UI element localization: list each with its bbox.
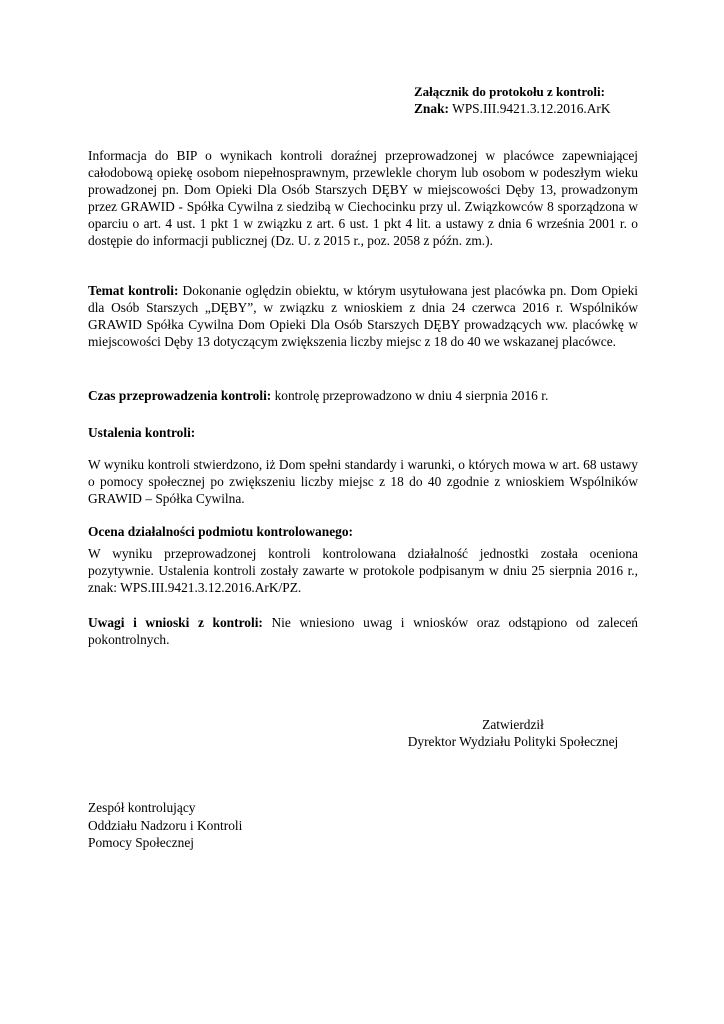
attachment-title: Załącznik do protokołu z kontroli: bbox=[414, 84, 605, 99]
topic-label: Temat kontroli: bbox=[88, 283, 179, 298]
topic-paragraph bbox=[88, 282, 638, 350]
time-paragraph bbox=[88, 387, 638, 404]
remarks-label: Uwagi i wnioski z kontroli: bbox=[88, 615, 263, 630]
findings-heading-text: Ustalenia kontroli: bbox=[88, 425, 196, 440]
team-line-1: Zespół kontrolujący bbox=[88, 800, 196, 815]
approval-line-2: Dyrektor Wydziału Polityki Społecznej bbox=[407, 734, 619, 749]
time-label: Czas przeprowadzenia kontroli: bbox=[88, 388, 272, 403]
reference-sign-label: Znak: bbox=[414, 101, 449, 116]
reference-sign-value: WPS.III.9421.3.12.2016.ArK bbox=[452, 101, 611, 116]
topic-text: Dokonanie oględzin obiektu, w którym usytułowana jest placówka pn. Dom Opieki dla Osób Starszych „DĘBY”, w związku z wnioskiem z dnia 24 czerwca 2016 r. Wspólników GRAWID Spółka Cywilna Dom Opieki Dla Osób Starszych DĘBY prowadzących ww. placówkę w miejscowości Dęby 13 dotyczącym zwiększenia liczby miejsc z 18 do 40 we wskazanej placówce. bbox=[88, 283, 638, 349]
assessment-heading-block bbox=[88, 523, 638, 540]
remarks-paragraph bbox=[88, 614, 638, 648]
findings-text: W wyniku kontroli stwierdzono, iż Dom spełni standardy i warunki, o których mowa w art. 68 ustawy o pomocy społecznej po zwiększeniu liczby miejsc z 18 do 40 zgodnie z wnioskiem Wspólników GRAWID – Spółka Cywilna. bbox=[88, 457, 638, 506]
assessment-section bbox=[88, 545, 638, 596]
assessment-heading bbox=[88, 523, 638, 540]
time-section bbox=[88, 387, 638, 404]
approval-block bbox=[388, 716, 638, 750]
findings-section bbox=[88, 456, 638, 507]
remarks-text: Nie wniesiono uwag i wniosków oraz odstąpiono od zaleceń pokontrolnych. bbox=[88, 615, 638, 647]
findings-heading bbox=[88, 424, 638, 441]
document-header bbox=[414, 83, 674, 117]
intro-paragraph bbox=[88, 147, 638, 249]
remarks-section bbox=[88, 614, 638, 648]
assessment-heading-text: Ocena działalności podmiotu kontrolowanego: bbox=[88, 524, 353, 539]
reference-sign bbox=[414, 100, 674, 117]
intro-text: Informacja do BIP o wynikach kontroli doraźnej przeprowadzonej w placówce zapewniającej całodobową opiekę osobom niepełnosprawnym, przewlekle chorym lub osobom w podeszłym wieku prowadzonej pn. Dom Opieki Dla Osób Starszych DĘBY w miejscowości Dęby 13, prowadzonym przez GRAWID - Spółka Cywilna z siedzibą w Ciechocinku przy ul. Związkowców 8 sporządzona w oparciu o art. 4 ust. 1 pkt 1 w związku z art. 6 ust. 1 pkt 4 lit. a ustawy z dnia 6 września 2001 r. o dostępie do informacji publicznej (Dz. U. z 2015 r., poz. 2058 z późn. zm.). bbox=[88, 148, 638, 248]
topic-section bbox=[88, 282, 638, 350]
inspection-team-block bbox=[88, 799, 348, 852]
time-text: kontrolę przeprowadzono w dniu 4 sierpnia 2016 r. bbox=[271, 388, 549, 403]
approval-line-1: Zatwierdził bbox=[482, 717, 544, 732]
team-line-3: Pomocy Społecznej bbox=[88, 835, 194, 850]
assessment-text: W wyniku przeprowadzonej kontroli kontrolowana działalność jednostki została oceniona pozytywnie. Ustalenia kontroli zostały zawarte w protokole podpisanym w dniu 25 sierpnia 2016 r., znak: WPS.III.9421.3.12.2016.ArK/PZ. bbox=[88, 546, 638, 595]
findings-heading-block bbox=[88, 424, 638, 441]
team-line-2: Oddziału Nadzoru i Kontroli bbox=[88, 817, 243, 833]
